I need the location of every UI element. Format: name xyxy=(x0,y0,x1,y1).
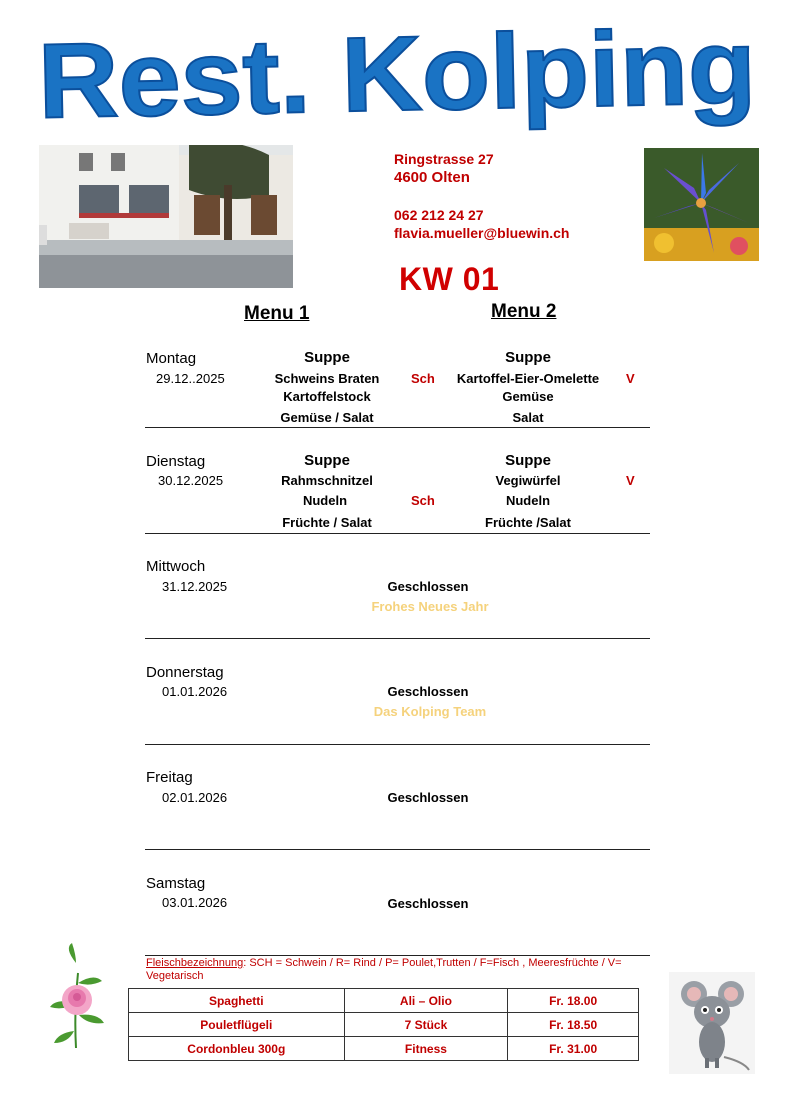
address-city: 4600 Olten xyxy=(394,169,470,186)
menu1-meat-tag: Sch xyxy=(411,493,435,508)
greeting-note: Das Kolping Team xyxy=(373,704,487,719)
menu1-soup: Suppe xyxy=(304,349,350,366)
legend-text: : SCH = Schwein / R= Rind / P= Poulet,Trutten / F=Fisch , Meeresfrüchte / V= Vegetarisch xyxy=(146,957,622,982)
menu1-header: Menu 1 xyxy=(244,303,310,324)
restaurant-title-text: Rest. Kolping xyxy=(38,10,723,135)
day-date: 01.01.2026 xyxy=(162,684,228,699)
day-date: 03.01.2026 xyxy=(162,895,228,910)
price-item-detail: Fitness xyxy=(344,1037,508,1061)
menu2-line: Gemüse xyxy=(502,389,554,404)
closed-status: Geschlossen xyxy=(387,684,469,699)
day-date: 30.12.2025 xyxy=(158,473,224,488)
price-item-price: Fr. 18.50 xyxy=(508,1013,639,1037)
menu2-veg-tag: V xyxy=(626,371,635,386)
price-table xyxy=(128,988,639,1061)
menu2-line: Kartoffel-Eier-Omelette xyxy=(456,371,600,386)
day-name: Mittwoch xyxy=(146,558,206,575)
menu1-line: Nudeln xyxy=(302,493,348,508)
restaurant-title xyxy=(38,10,768,135)
menu2-soup: Suppe xyxy=(505,349,551,366)
day-divider xyxy=(145,638,650,639)
address-street: Ringstrasse 27 xyxy=(394,151,494,167)
menu1-line: Früchte / Salat xyxy=(282,515,372,530)
table-row xyxy=(129,989,639,1013)
menu2-header: Menu 2 xyxy=(491,301,557,322)
day-name: Samstag xyxy=(146,875,206,892)
menu2-line: Früchte /Salat xyxy=(485,515,571,530)
price-item-price: Fr. 31.00 xyxy=(508,1037,639,1061)
price-item-name: Pouletflügeli xyxy=(129,1013,345,1037)
closed-status: Geschlossen xyxy=(387,790,469,805)
menu2-line: Salat xyxy=(512,410,544,425)
day-divider xyxy=(145,849,650,850)
day-name: Freitag xyxy=(146,769,193,786)
legend-label: Fleischbezeichnung xyxy=(146,957,244,969)
menu2-soup: Suppe xyxy=(505,452,551,469)
day-date: 31.12.2025 xyxy=(162,579,228,594)
menu1-soup: Suppe xyxy=(304,452,350,469)
menu2-line: Nudeln xyxy=(505,493,551,508)
price-item-price: Fr. 18.00 xyxy=(508,989,639,1013)
rose-image xyxy=(46,943,108,1051)
price-item-name: Spaghetti xyxy=(129,989,345,1013)
restaurant-photo xyxy=(39,145,293,288)
legend-divider xyxy=(145,955,650,956)
closed-status: Geschlossen xyxy=(387,579,469,594)
greeting-note: Frohes Neues Jahr xyxy=(371,599,489,614)
menu1-line: Rahmschnitzel xyxy=(281,473,373,488)
menu2-veg-tag: V xyxy=(626,473,635,488)
day-name: Dienstag xyxy=(146,453,206,470)
closed-status: Geschlossen xyxy=(387,896,469,911)
flower-photo xyxy=(644,148,759,261)
address-phone: 062 212 24 27 xyxy=(394,207,484,223)
menu1-line: Gemüse / Salat xyxy=(280,410,374,425)
menu1-meat-tag: Sch xyxy=(411,371,435,386)
meat-legend xyxy=(146,957,652,983)
table-row xyxy=(129,1013,639,1037)
day-date: 29.12..2025 xyxy=(156,371,225,386)
day-name: Donnerstag xyxy=(146,664,224,681)
menu1-line: Schweins Braten xyxy=(274,371,380,386)
day-divider xyxy=(145,533,650,534)
table-row xyxy=(129,1037,639,1061)
address-email: flavia.mueller@bluewin.ch xyxy=(394,225,570,241)
menu2-line: Vegiwürfel xyxy=(495,473,561,488)
menu1-line: Kartoffelstock xyxy=(283,389,371,404)
mouse-image xyxy=(669,972,755,1074)
day-divider xyxy=(145,744,650,745)
price-item-detail: 7 Stück xyxy=(344,1013,508,1037)
price-item-name: Cordonbleu 300g xyxy=(129,1037,345,1061)
day-name: Montag xyxy=(146,350,197,367)
price-item-detail: Ali – Olio xyxy=(344,989,508,1013)
week-number: KW 01 xyxy=(399,261,500,297)
day-divider xyxy=(145,427,650,428)
day-date: 02.01.2026 xyxy=(162,790,228,805)
